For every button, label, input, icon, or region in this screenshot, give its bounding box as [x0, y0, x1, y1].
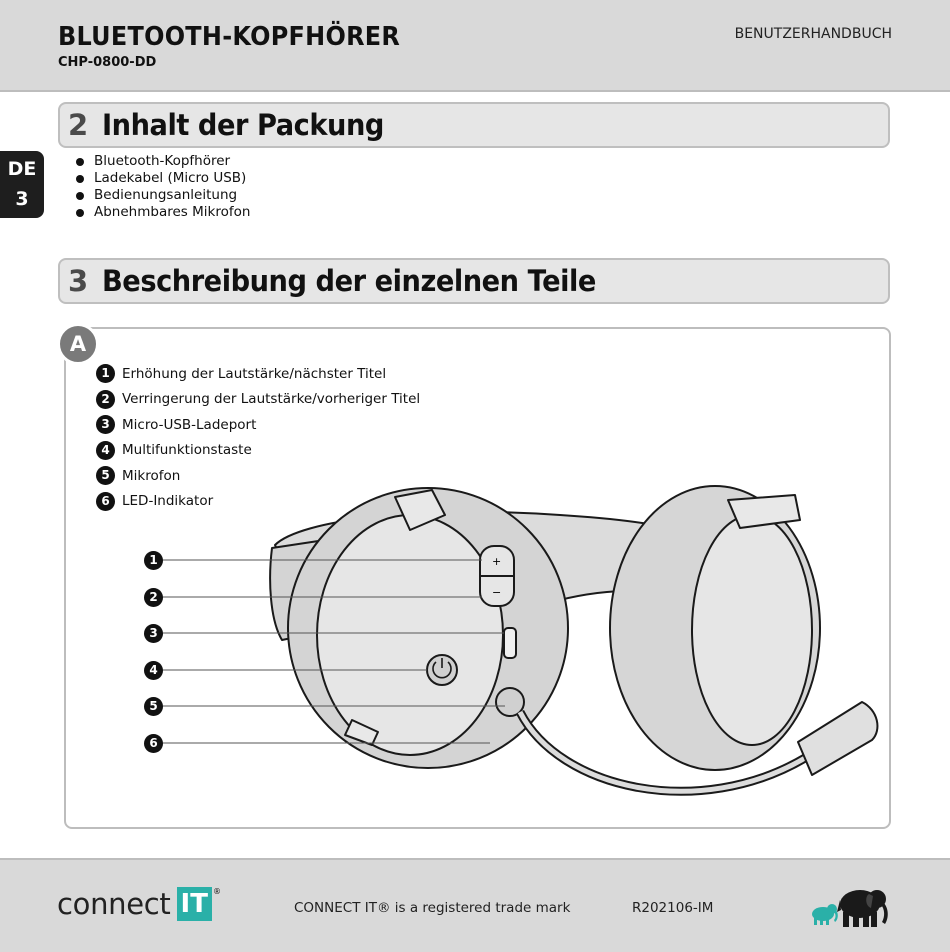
callout-6: 6: [144, 734, 163, 753]
list-item: [96, 489, 420, 515]
list-item: Ladekabel (Micro USB): [76, 170, 250, 187]
model-number: CHP-0800-DD: [58, 55, 157, 70]
document-code: R202106-IM: [632, 900, 714, 916]
callout-1: 1: [144, 551, 163, 570]
part-label: LED-Indikator: [122, 493, 214, 510]
callout-5: 5: [144, 697, 163, 716]
callout-2: 2: [144, 588, 163, 607]
panel-label-badge: A: [57, 323, 99, 365]
document-type: BENUTZERHANDBUCH: [734, 26, 892, 42]
minus-label: −: [492, 586, 502, 599]
section-title: Beschreibung der einzelnen Teile: [102, 264, 596, 298]
list-item: [96, 387, 420, 413]
list-item: [96, 438, 420, 464]
part-number: 5: [96, 466, 115, 485]
page-footer: [0, 858, 950, 952]
part-label: Verringerung der Lautstärke/vorheriger Titel: [122, 391, 421, 408]
part-number: 6: [96, 492, 115, 511]
list-item: [96, 361, 420, 387]
connect-it-logo: [57, 887, 221, 921]
section-number: 3: [68, 264, 89, 298]
part-label: Micro-USB-Ladeport: [122, 416, 257, 433]
list-item: Abnehmbares Mikrofon: [76, 204, 250, 221]
language-code: DE: [7, 158, 37, 180]
page-number: 3: [15, 188, 29, 210]
part-number: 4: [96, 441, 115, 460]
logo-registered: ®: [212, 887, 221, 896]
list-item: [96, 463, 420, 489]
part-label: Multifunktionstaste: [122, 442, 252, 459]
section-number: 2: [68, 108, 89, 142]
part-number: 1: [96, 364, 115, 383]
part-number: 3: [96, 415, 115, 434]
list-item: Bluetooth-Kopfhörer: [76, 153, 250, 170]
callout-3: 3: [144, 624, 163, 643]
parts-legend: [96, 361, 420, 514]
part-label: Mikrofon: [122, 467, 181, 484]
part-label: Erhöhung der Lautstärke/nächster Titel: [122, 365, 387, 382]
elephant-icon: [805, 882, 895, 930]
trademark-notice: CONNECT IT® is a registered trade mark: [294, 900, 571, 916]
list-item: [96, 412, 420, 438]
logo-box: IT: [177, 887, 212, 921]
callout-4: 4: [144, 661, 163, 680]
part-number: 2: [96, 390, 115, 409]
section-title: Inhalt der Packung: [102, 108, 384, 142]
document-title: BLUETOOTH-KOPFHÖRER: [58, 22, 401, 52]
logo-text: connect: [57, 887, 171, 921]
plus-label: +: [492, 555, 502, 568]
list-item: Bedienungsanleitung: [76, 187, 250, 204]
